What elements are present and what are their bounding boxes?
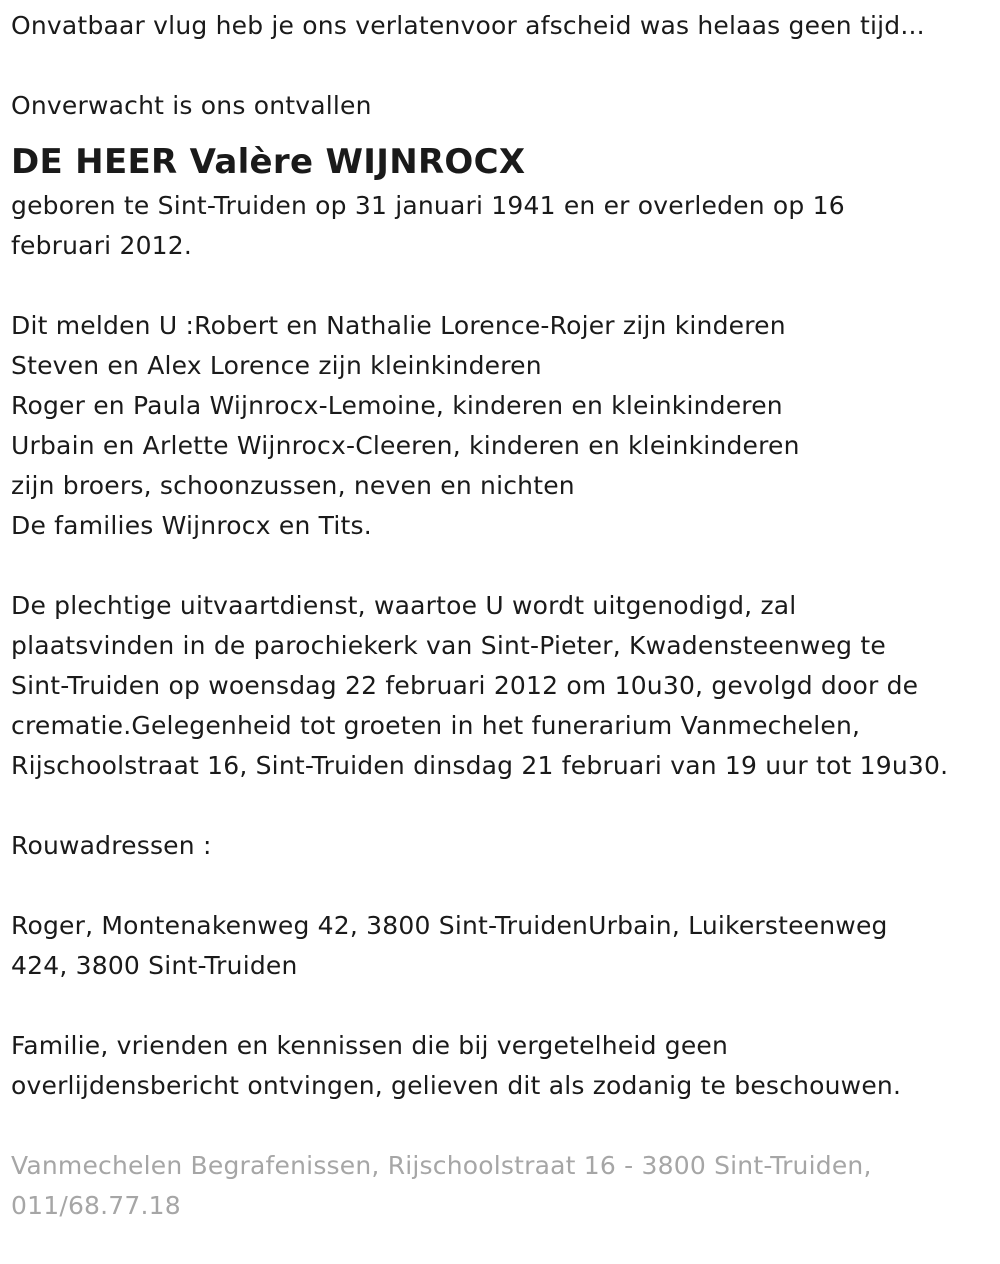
funeral-line: Rijschoolstraat 16, Sint-Truiden dinsdag 21 februari van 19 uur tot 19u30. (11, 751, 949, 780)
family-line: zijn broers, schoonzussen, neven en nichten (11, 471, 575, 500)
spacer (11, 1106, 988, 1146)
family-line: Dit melden U :Robert en Nathalie Lorence-Rojer zijn kinderen (11, 311, 786, 340)
funeral-line: plaatsvinden in de parochiekerk van Sint-Pieter, Kwadensteenweg te (11, 631, 886, 660)
funeral-home-footer (11, 1146, 988, 1226)
family-line: De families Wijnrocx en Tits. (11, 511, 372, 540)
family-section (11, 306, 988, 546)
funeral-line: Sint-Truiden op woensdag 22 februari 2012 om 10u30, gevolgd door de (11, 671, 919, 700)
spacer (11, 986, 988, 1026)
footer-line: 011/68.77.18 (11, 1191, 181, 1220)
closing-line: overlijdensbericht ontvingen, gelieven dit als zodanig te beschouwen. (11, 1071, 902, 1100)
birth-death-line-1: geboren te Sint-Truiden op 31 januari 1941 en er overleden op 16 (11, 191, 845, 220)
family-line: Roger en Paula Wijnrocx-Lemoine, kinderen en kleinkinderen (11, 391, 783, 420)
closing-section (11, 1026, 988, 1106)
address-line: 424, 3800 Sint-Truiden (11, 951, 298, 980)
family-line: Urbain en Arlette Wijnrocx-Cleeren, kinderen en kleinkinderen (11, 431, 800, 460)
spacer (11, 546, 988, 586)
funeral-section (11, 586, 988, 786)
funeral-line: crematie.Gelegenheid tot groeten in het funerarium Vanmechelen, (11, 711, 861, 740)
family-line: Steven en Alex Lorence zijn kleinkinderen (11, 351, 542, 380)
addresses-heading: Rouwadressen : (11, 831, 212, 860)
funeral-line: De plechtige uitvaartdienst, waartoe U wordt uitgenodigd, zal (11, 591, 797, 620)
spacer (11, 46, 988, 86)
addresses-section (11, 906, 988, 986)
footer-line: Vanmechelen Begrafenissen, Rijschoolstraat 16 - 3800 Sint-Truiden, (11, 1151, 872, 1180)
spacer (11, 786, 988, 826)
opening-verse: Onvatbaar vlug heb je ons verlatenvoor afscheid was helaas geen tijd... (11, 11, 925, 40)
closing-line: Familie, vrienden en kennissen die bij vergetelheid geen (11, 1031, 729, 1060)
deceased-name: DE HEER Valère WIJNROCX (11, 142, 526, 182)
intro-line: Onverwacht is ons ontvallen (11, 91, 372, 120)
address-line: Roger, Montenakenweg 42, 3800 Sint-TruidenUrbain, Luikersteenweg (11, 911, 888, 940)
spacer (11, 266, 988, 306)
birth-death-line-2: februari 2012. (11, 231, 193, 260)
spacer (11, 866, 988, 906)
